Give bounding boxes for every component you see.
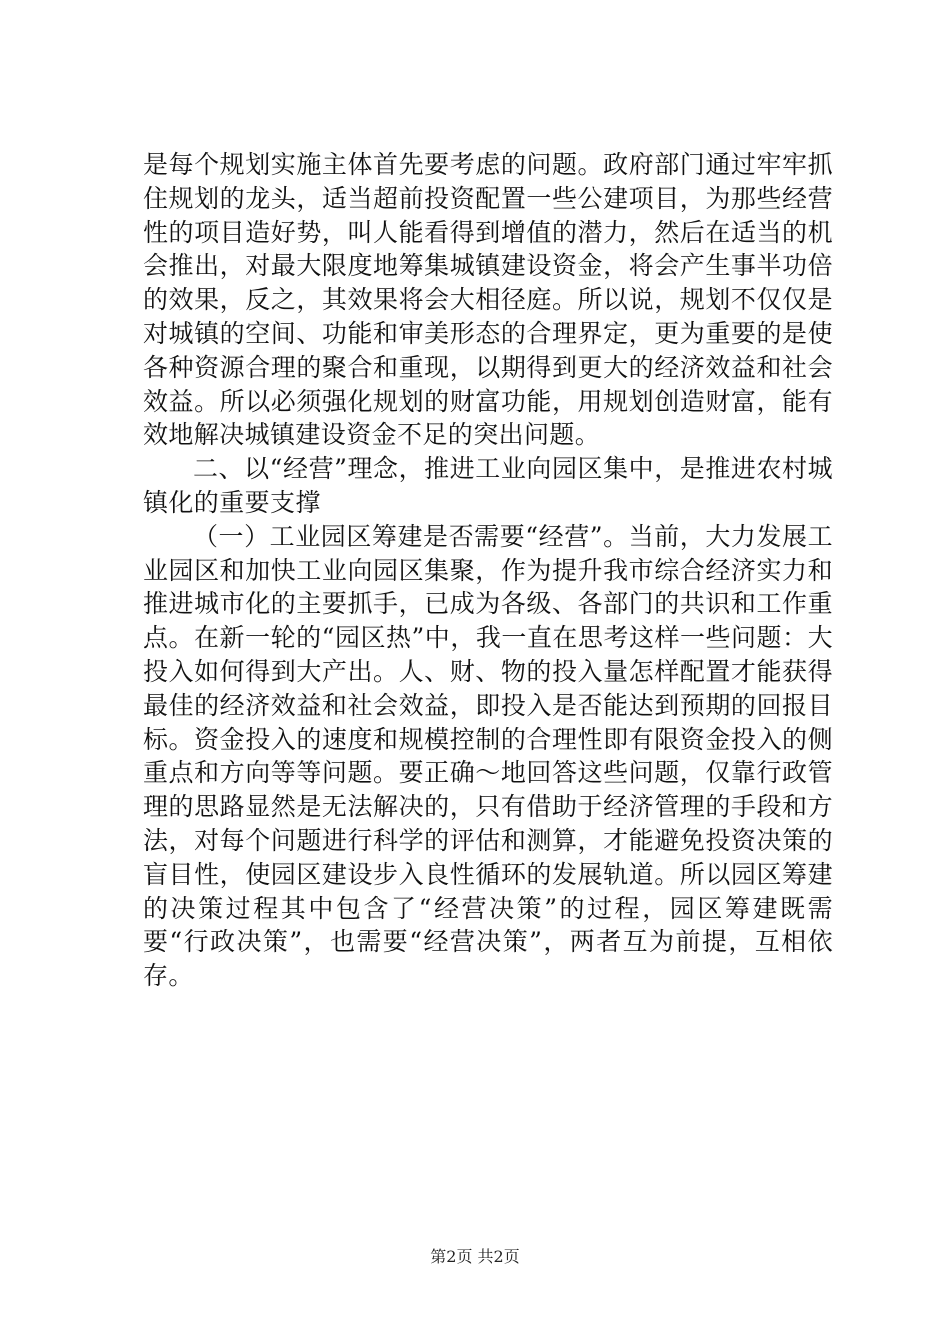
document-body [143, 148, 833, 993]
section-heading: 二、以“经营”理念，推进工业向园区集中，是推进农村城镇化的重要支撑 [143, 454, 833, 517]
body-paragraph: （一）工业园区筹建是否需要“经营”。当前，大力发展工业园区和加快工业向园区集聚，作为提升我市综合经济实力和推进城市化的主要抓手，已成为各级、各部门的共识和工作重点。在新一轮的“园区热”中，我一直在思考这样一些问题：大投入如何得到大产出。人、财、物的投入量怎样配置才能获得最佳的经济效益和社会效益，即投入是否能达到预期的回报目标。资金投入的速度和规模控制的合理性即有限资金投入的侧重点和方向等等问题。要正确～地回答这些问题，仅靠行政管理的思路显然是无法解决的，只有借助于经济管理的手段和方法，对每个问题进行科学的评估和测算，才能避免投资决策的盲目性，使园区建设步入良性循环的发展轨道。所以园区筹建的决策过程其中包含了“经营决策”的过程，园区筹建既需要“行政决策”，也需要“经营决策”，两者互为前提，互相依存。 [143, 521, 833, 991]
body-paragraph-continued: 是每个规划实施主体首先要考虑的问题。政府部门通过牢牢抓住规划的龙头，适当超前投资配置一些公建项目，为那些经营性的项目造好势，叫人能看得到增值的潜力，然后在适当的机会推出，对最大限度地筹集城镇建设资金，将会产生事半功倍的效果，反之，其效果将会大相径庭。所以说，规划不仅仅是对城镇的空间、功能和审美形态的合理界定，更为重要的是使各种资源合理的聚合和重现，以期得到更大的经济效益和社会效益。所以必须强化规划的财富功能，用规划创造财富，能有效地解决城镇建设资金不足的突出问题。 [143, 150, 833, 450]
page-footer: 第2页 共2页 [430, 1247, 520, 1266]
